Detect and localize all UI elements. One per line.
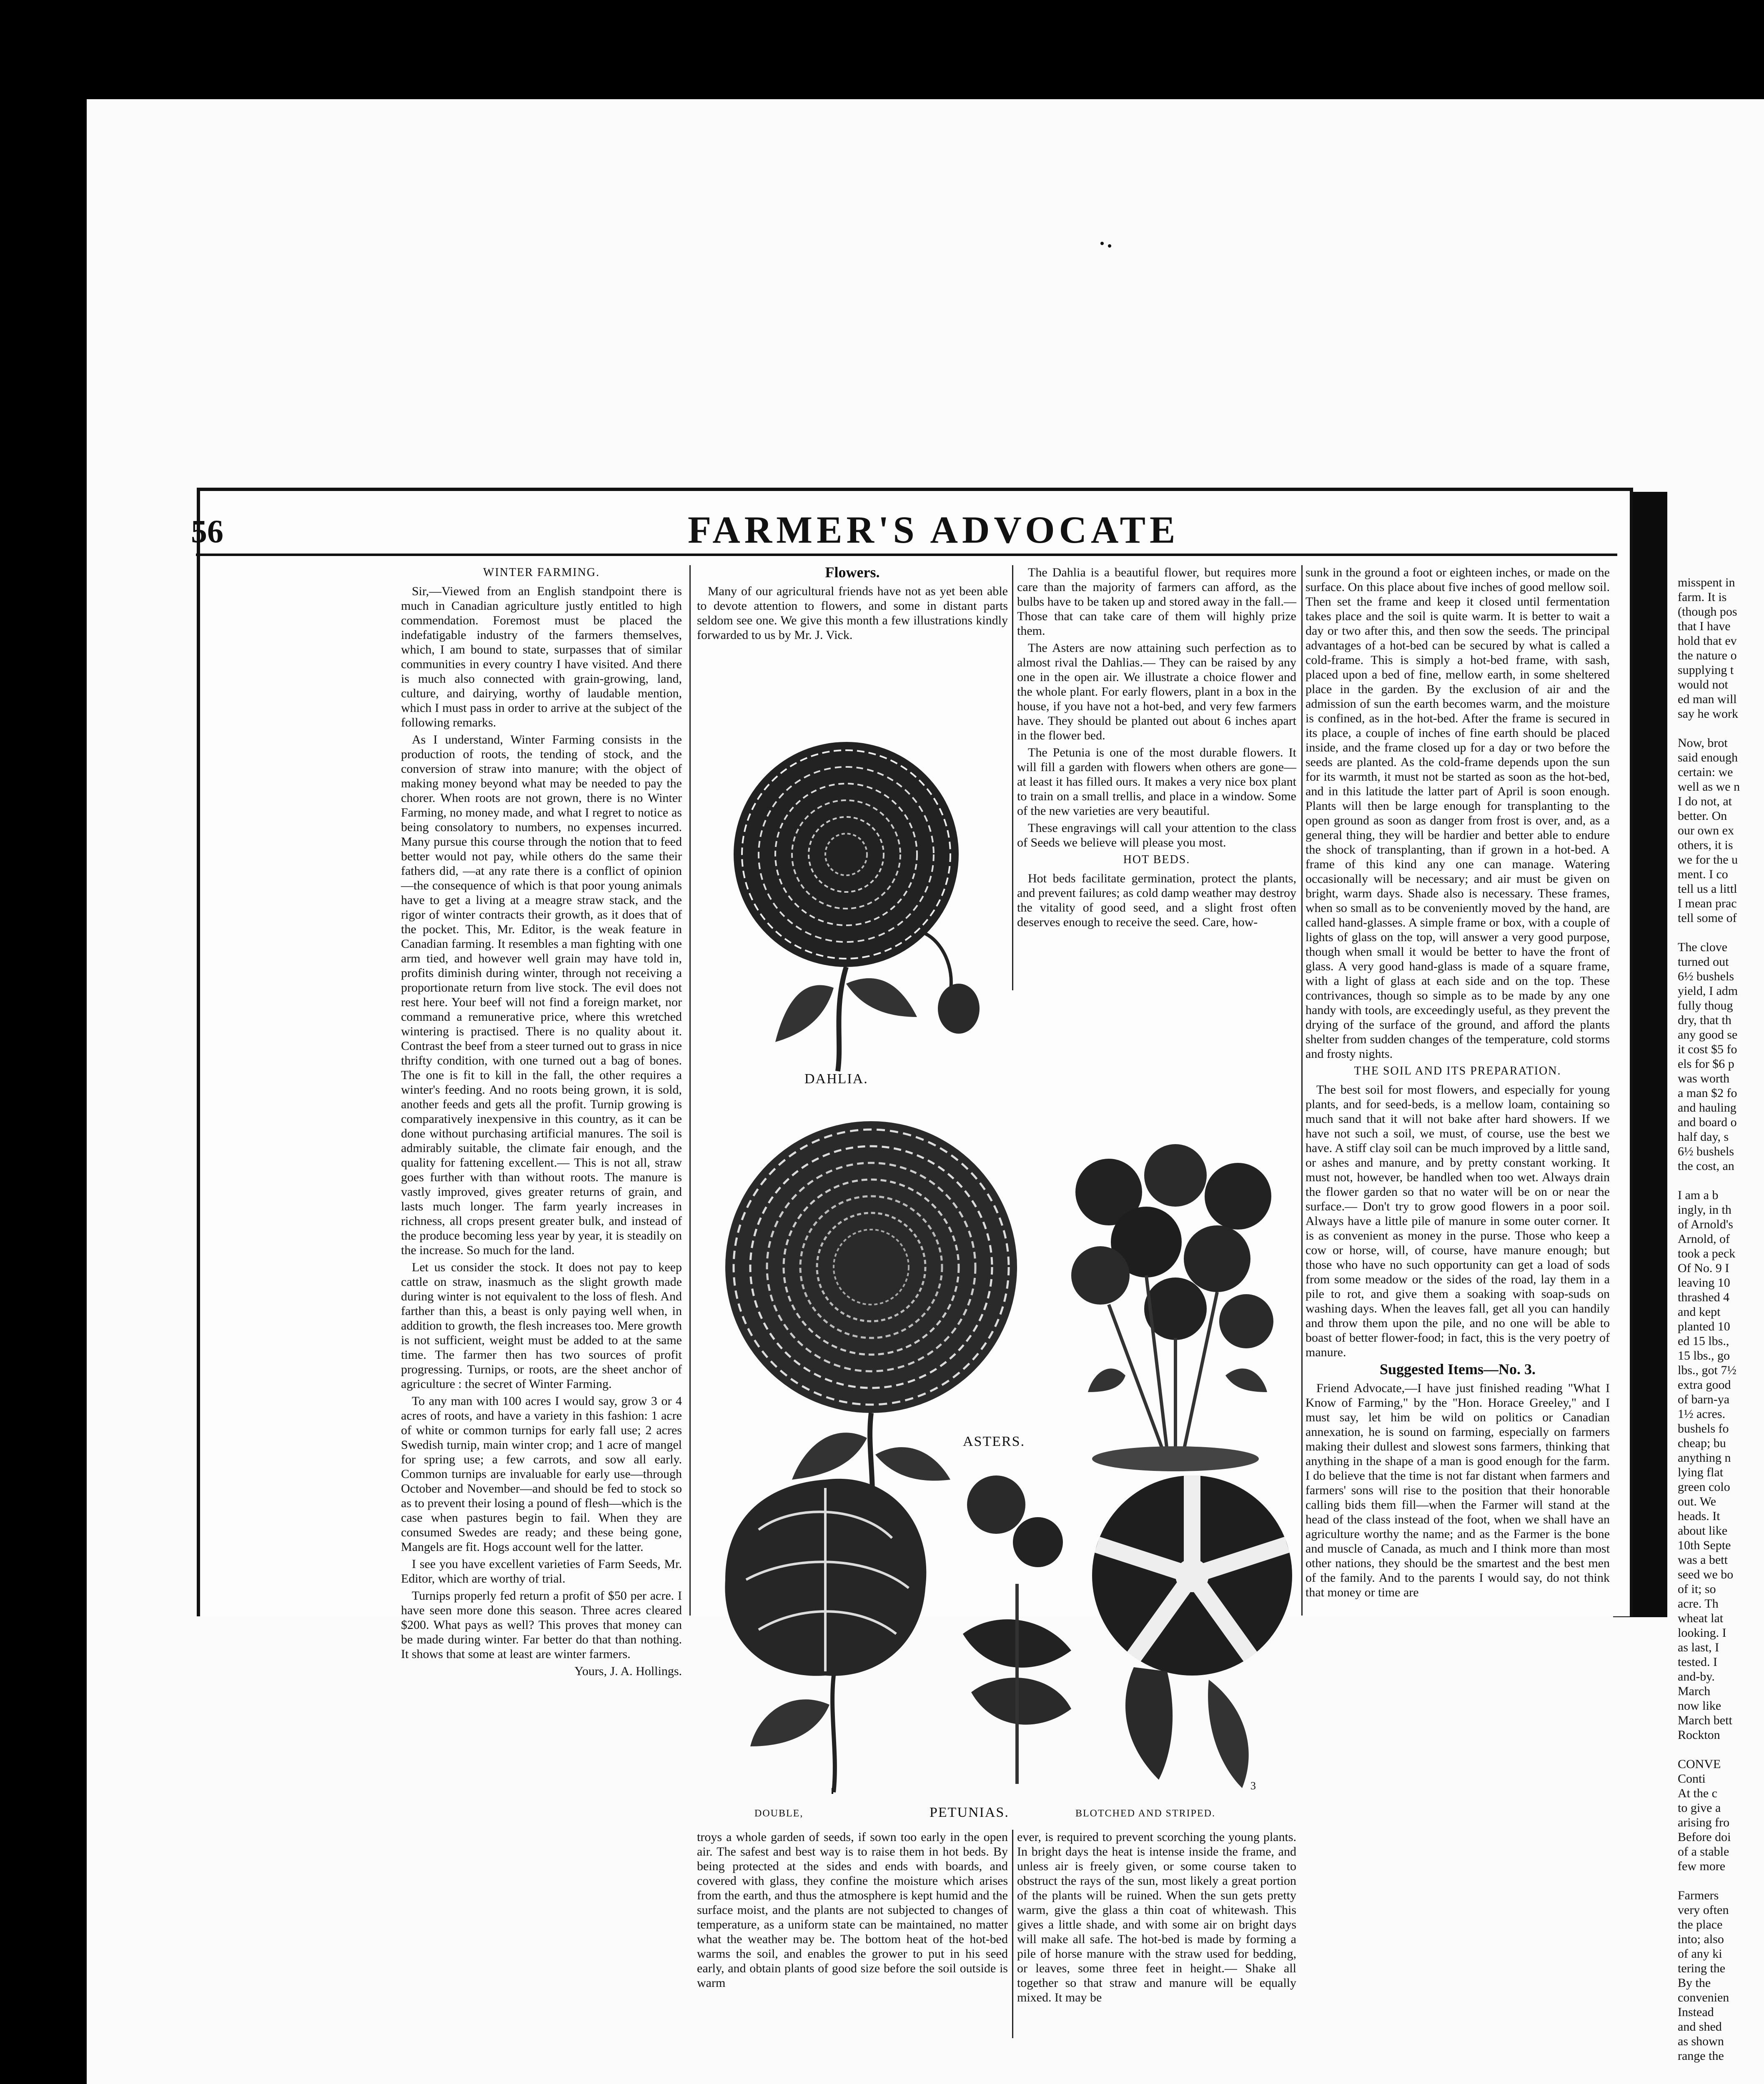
adjacent-page-line: say he work bbox=[1678, 707, 1738, 721]
adjacent-page-line: dry, that th bbox=[1678, 1013, 1731, 1027]
adjacent-page-line: planted 10 bbox=[1678, 1320, 1730, 1333]
adjacent-page-line: and kept bbox=[1678, 1305, 1721, 1319]
adjacent-page-line: half day, s bbox=[1678, 1130, 1729, 1144]
adjacent-page-line bbox=[1678, 721, 1764, 736]
adjacent-page-line: of a stable bbox=[1678, 1845, 1729, 1859]
adjacent-page-line: took a peck bbox=[1678, 1247, 1736, 1260]
column-rule bbox=[1012, 1830, 1013, 2038]
blotched-caption: BLOTCHED AND STRIPED. bbox=[1075, 1808, 1216, 1819]
adjacent-page-line: March bett bbox=[1678, 1713, 1732, 1727]
adjacent-page-line: The clove bbox=[1678, 940, 1728, 954]
figure-number: 3 bbox=[1250, 1780, 1257, 1792]
dahlia-illustration bbox=[709, 717, 1025, 1075]
adjacent-page-line: our own ex bbox=[1678, 824, 1734, 837]
adjacent-page-line: Instead bbox=[1678, 2005, 1714, 2019]
adjacent-page-line: I mean prac bbox=[1678, 897, 1737, 910]
adjacent-page-line: March bbox=[1678, 1684, 1711, 1698]
paragraph: The Dahlia is a beautiful flower, but requires more care than the majority of farmers can afford, as the bulbs have to be taken up and stored away in the fall.— Those that can take care of them will highly prize them. bbox=[1017, 566, 1296, 638]
adjacent-page-line: tell some of bbox=[1678, 911, 1737, 925]
paragraph: The best soil for most flowers, and especially for young plants, and for seed-beds, is a mellow loam, containing so much sand that it will not bake after hard showers. If we have not such a soil, we must, of course, use the best we have. A stiff clay soil can be much improved by a little sand, or ashes and manure, and by pretty constant working. It must not, however, be handled when too wet. Always drain the flower garden so that no water will be on or near the surface.— Don't try to grow good flowers in a poor soil. Always have a little pile of manure in some outer corner. It is as convenient as money in the purse. Those who keep a cow or horse, will, of course, have manure enough; but those who have no such opportunity can get a load of sods from some meadow or the sides of the road, lay them in a pile to rot, and give them a soaking with soap-suds on washing days. When the leaves fall, get all you can handily and throw them upon the pile, and no one will be able to boast of better flower-food; in fact, this is the very poetry of manure. bbox=[1305, 1083, 1610, 1359]
adjacent-page-line: very often bbox=[1678, 1903, 1729, 1917]
adjacent-page-line: tell us a littl bbox=[1678, 882, 1737, 896]
adjacent-page-line: ment. I co bbox=[1678, 867, 1728, 881]
adjacent-page-line: leaving 10 bbox=[1678, 1276, 1730, 1290]
adjacent-page-line: as shown bbox=[1678, 2034, 1724, 2048]
paragraph: The Asters are now attaining such perfection as to almost rival the Dahlias.— They can be raised by any one in the open air. We illustrate a choice flower and the whole plant. For early flowers, plant in a box in the house, if you have not a hot-bed, and very few farmers have. They should be planted out about 6 inches apart in the flower bed. bbox=[1017, 641, 1296, 742]
adjacent-page-line: well as we n bbox=[1678, 780, 1740, 794]
adjacent-page-line: I do not, at bbox=[1678, 794, 1732, 808]
paragraph: To any man with 100 acres I would say, grow 3 or 4 acres of roots, and have a variety in this fashion: 1 acre of white or common turnips for early fall use; 2 acres Swedish turnip, main winter crop; and 1 acre of mangel for spring use; a few carrots, and sow all early. Common turnips are invaluable for early use—through October and November—and should be fed to stock so as to prevent their losing a pound of flesh—which is the case when pastures begin to fail. When they are consumed Swedes are ready; and these being gone, Mangels are fit. Hogs account well for the latter. bbox=[401, 1394, 682, 1554]
adjacent-page-line: misspent in bbox=[1678, 576, 1735, 589]
adjacent-page-line: fully thoug bbox=[1678, 999, 1733, 1012]
adjacent-page-line: acre. Th bbox=[1678, 1597, 1719, 1611]
adjacent-page-line: seed we bo bbox=[1678, 1568, 1734, 1581]
adjacent-page-line: range the bbox=[1678, 2049, 1724, 2063]
double-caption: DOUBLE, bbox=[754, 1808, 804, 1819]
adjacent-page-line: and-by. bbox=[1678, 1670, 1715, 1683]
adjacent-page-line: By the bbox=[1678, 1976, 1711, 1990]
adjacent-page-line: would not bbox=[1678, 678, 1728, 691]
adjacent-page-line: Farmers bbox=[1678, 1889, 1719, 1902]
adjacent-page-line: thrashed 4 bbox=[1678, 1290, 1730, 1304]
adjacent-page-line: ed 15 lbs., bbox=[1678, 1334, 1729, 1348]
adjacent-page-line: Of No. 9 I bbox=[1678, 1261, 1729, 1275]
paragraph: Many of our agricultural friends have not as yet been able to devote attention to flowers, and some in distant parts seldom see one. We give this month a few illustrations kindly forwarded to us by Mr. J. Vick. bbox=[697, 584, 1008, 642]
adjacent-page-line: into; also bbox=[1678, 1932, 1724, 1946]
adjacent-page-line: looking. I bbox=[1678, 1626, 1726, 1640]
adjacent-page-line: 1½ acres. bbox=[1678, 1407, 1726, 1421]
adjacent-page-line: anything n bbox=[1678, 1451, 1731, 1465]
adjacent-page-line: CONVE bbox=[1678, 1757, 1721, 1771]
adjacent-page-line: any good se bbox=[1678, 1028, 1738, 1042]
adjacent-page-line: was worth bbox=[1678, 1072, 1730, 1085]
adjacent-page-line: and board o bbox=[1678, 1115, 1737, 1129]
article-title: WINTER FARMING. bbox=[483, 566, 600, 579]
column-flowers-text bbox=[1017, 565, 1296, 1024]
adjacent-page-line bbox=[1678, 1874, 1764, 1888]
paragraph: Friend Advocate,—I have just finished reading "What I Know of Farming," by the "Hon. Horace Greeley," and I must say, let him be wild on politics or Canadian annexation, he is sound on farming, especially on farmers making their dullest and slowest sons farmers, thinking that anything in the shape of a man is good enough for the farm. I do believe that the time is not far distant when farmers and farmers' sons will rise to the position that their honorable calling bids them fill—when the Farmer will stand at the head of the class instead of the foot, when we shall have an agriculture worthy the name; and as the Farmer is the bone and muscle of Canada, as much and I think more than most other nations, they should be the smartest and the best men of the family. And to the parents I would say, do not think that money or time are bbox=[1305, 1381, 1610, 1599]
page-number: 56 bbox=[191, 513, 223, 549]
paragraph: ever, is required to prevent scorching the young plants. In bright days the heat is intense inside the frame, and unless air is freely given, or some course taken to obstruct the rays of the sun, most likely a great portion of the plants will be ruined. When the sun gets pretty warm, give the glass a thin coat of whitewash. This gives a little shade, and with some air on bright days will make all safe. The hot-bed is made by forming a pile of horse manure with the straw used for bedding, or leaves, some three feet in height.— Shake all together so that straw and manure will be equally mixed. It may be bbox=[1017, 1830, 1296, 2004]
adjacent-page-line: that I have bbox=[1678, 619, 1731, 633]
adjacent-page-line: the place bbox=[1678, 1918, 1723, 1931]
adjacent-page-line: others, it is bbox=[1678, 838, 1733, 852]
adjacent-page-line: tested. I bbox=[1678, 1655, 1717, 1669]
adjacent-page-line: and hauling bbox=[1678, 1101, 1736, 1115]
adjacent-page-line: Conti bbox=[1678, 1772, 1706, 1786]
adjacent-page-line: extra good bbox=[1678, 1378, 1731, 1392]
asters-caption: ASTERS. bbox=[963, 1434, 1025, 1449]
paragraph: The Petunia is one of the most durable flowers. It will fill a garden with flowers when others are gone—at least it has filled ours. It makes a very nice box plant to train on a small trellis, and place in a window. Some of the new varieties are very beautiful. bbox=[1017, 746, 1296, 818]
adjacent-page-line bbox=[1678, 1742, 1764, 1757]
column-rule bbox=[1301, 565, 1303, 1616]
scan-speck bbox=[1108, 244, 1111, 248]
adjacent-page-line: it cost $5 fo bbox=[1678, 1042, 1737, 1056]
adjacent-page-line: said enough bbox=[1678, 751, 1738, 764]
adjacent-page-line: 6½ bushels bbox=[1678, 1145, 1734, 1158]
paragraph: As I understand, Winter Farming consists in the production of roots, the tending of stock, and the conversion of straw into manure; with the object of making money beyond what may be needed to pay the chorer. When roots are not grown, there is no Winter Farming, no money made, and what I regret to notice as being consolatory to numbers, no expenses incurred. Many pursue this course through the notion that to feed better would not pay, while others do the same their fathers did, —at any rate there is a conflict of opinion —the consequence of which is that poor young animals have to get a living at a meagre straw stack, and the rigor of winter contracts their growth, as it does that of the pocket. This, Mr. Editor, is the weak feature in Canadian farming. It resembles a man fighting with one arm tied, and however well grain may have told in, profits diminish during winter, through not receiving a proportionate return from live stock. The evil does not rest here. Your beef will not find a foreign market, nor command a remunerative price, where this wretched wintering is practised. There is no quality about it. Contrast the beef from a steer turned out to grass in nice thrifty condition, with one turned out a bag of bones. The one is fit to kill in the fall, the other requires a winter's feeding. And no roots being grown, it is sold, another feeds and gets all the profit. Turnip growing is comparatively inexpensive in this country, as it can be done without purchasing artificial manures. The soil is admirably suitable, the climate fair enough, and the quality for fattening excellent.— This is not all, straw goes further with than without roots. The manure is vastly improved, gives greater returns of grain, and lasts much longer. The farm yearly increases in richness, all crops present greater bulk, and instead of the produce becoming less year by year, it is steadily on the increase. So much for the land. bbox=[401, 733, 682, 1257]
aster-plant-illustration bbox=[1050, 1142, 1300, 1475]
adjacent-page-line bbox=[1678, 925, 1764, 940]
adjacent-page-line: certain: we bbox=[1678, 765, 1733, 779]
adjacent-page-line: Now, brot bbox=[1678, 736, 1728, 750]
adjacent-page-line: convenien bbox=[1678, 1991, 1729, 2004]
petunias-caption: PETUNIAS. bbox=[930, 1805, 1009, 1820]
adjacent-page-line: supplying t bbox=[1678, 663, 1734, 677]
section-heading: THE SOIL AND ITS PREPARATION. bbox=[1354, 1065, 1561, 1077]
adjacent-page-line: arising fro bbox=[1678, 1816, 1730, 1829]
adjacent-page-line: ingly, in th bbox=[1678, 1203, 1731, 1217]
adjacent-page-line: better. On bbox=[1678, 809, 1727, 823]
column-flowers-intro bbox=[697, 565, 1008, 707]
paragraph: I see you have excellent varieties of Farm Seeds, Mr. Editor, which are worthy of trial. bbox=[401, 1557, 682, 1586]
adjacent-page-line: about like bbox=[1678, 1524, 1728, 1538]
adjacent-page-line: and shed bbox=[1678, 2020, 1722, 2034]
adjacent-page-line: 10th Septe bbox=[1678, 1538, 1731, 1552]
adjacent-page-line: was a bett bbox=[1678, 1553, 1728, 1567]
adjacent-page-line: Arnold, of bbox=[1678, 1232, 1730, 1246]
adjacent-page-line: yield, I adm bbox=[1678, 984, 1738, 998]
paragraph: Hot beds facilitate germination, protect the plants, and prevent failures; as cold damp weather may destroy the vitality of good seed, and a slight frost often deserves enough to receive the seed. Care, how- bbox=[1017, 872, 1296, 929]
adjacent-page-line: of any ki bbox=[1678, 1947, 1722, 1961]
adjacent-page-line: the nature o bbox=[1678, 649, 1737, 662]
adjacent-page-line: lbs., got 7½ bbox=[1678, 1363, 1736, 1377]
header-rule bbox=[196, 554, 1617, 556]
adjacent-page-line: few more bbox=[1678, 1859, 1726, 1873]
adjacent-page-text bbox=[1678, 575, 1764, 2063]
article-title: Suggested Items—No. 3. bbox=[1380, 1361, 1536, 1378]
striped-petunia-illustration bbox=[1084, 1471, 1300, 1796]
adjacent-page-line: 6½ bushels bbox=[1678, 969, 1734, 983]
adjacent-page-line: ed man will bbox=[1678, 692, 1737, 706]
paragraph: These engravings will call your attention to the class of Seeds we believe will please you most. bbox=[1017, 821, 1296, 849]
adjacent-page-line: farm. It is bbox=[1678, 590, 1727, 604]
column-rule bbox=[689, 565, 691, 1616]
adjacent-page-line: 15 lbs., go bbox=[1678, 1349, 1730, 1363]
adjacent-page-line: a man $2 fo bbox=[1678, 1086, 1737, 1100]
column-flowers-continued bbox=[697, 1830, 1008, 2038]
adjacent-page-line: (though pos bbox=[1678, 605, 1737, 619]
adjacent-page-line: now like bbox=[1678, 1699, 1721, 1713]
dahlia-caption: DAHLIA. bbox=[804, 1071, 868, 1087]
paragraph: Let us consider the stock. It does not pay to keep cattle on straw, inasmuch as the slight growth made during winter is not equivalent to the loss of flesh. And farther than this, a beast is only paying well when, in addition to growth, the flesh increases too. Mere growth is not sufficient, weight must be added to at the same time. The farmer then has two sources of profit progressing. Turnips, or roots, are the sheet anchor of agriculture : the secret of Winter Farming. bbox=[401, 1260, 682, 1391]
adjacent-page-line: cheap; bu bbox=[1678, 1436, 1726, 1450]
petunia-sprig-illustration bbox=[946, 1459, 1084, 1792]
adjacent-page-line: turned out bbox=[1678, 955, 1729, 969]
column-soil-preparation bbox=[1305, 565, 1610, 1620]
adjacent-page-line: as last, I bbox=[1678, 1641, 1719, 1654]
adjacent-page-line: I am a b bbox=[1678, 1188, 1719, 1202]
adjacent-page-line: the cost, an bbox=[1678, 1159, 1734, 1173]
article-title: Flowers. bbox=[825, 564, 880, 581]
double-petunia-illustration bbox=[709, 1455, 946, 1796]
adjacent-page-line: green colo bbox=[1678, 1480, 1730, 1494]
masthead: FARMER'S ADVOCATE bbox=[688, 508, 1180, 551]
column-hot-beds-continued bbox=[1017, 1830, 1296, 2038]
paragraph: Sir,—Viewed from an English standpoint there is much in Canadian agriculture justly entitled to high commendation. Foremost must be placed the indefatigable industry of the farmers themselves, which, I am bound to state, surpasses that of similar communities in every country I have visited. And there is much also connected with grain-growing, land, culture, and dairying, worthy of laudable mention, which I must pass in order to arrive at the subject of the following remarks. bbox=[401, 584, 682, 729]
adjacent-page-line: wheat lat bbox=[1678, 1611, 1724, 1625]
adjacent-page-line: heads. It bbox=[1678, 1509, 1720, 1523]
adjacent-page-line: Rockton bbox=[1678, 1728, 1720, 1742]
adjacent-page-line: bushels fo bbox=[1678, 1422, 1729, 1435]
adjacent-page-line: At the c bbox=[1678, 1786, 1717, 1800]
paragraph: Turnips properly fed return a profit of $50 per acre. I have seen more done this season. Three acres cleared $200. What pays as well? This proves that money can be made during winter. Far better do that than nothing. It shows that some at least are winter farmers. bbox=[401, 1589, 682, 1661]
section-heading: HOT BEDS. bbox=[1123, 853, 1190, 866]
adjacent-page-line: tering the bbox=[1678, 1961, 1726, 1975]
column-winter-farming bbox=[401, 565, 682, 1678]
adjacent-page-line: of barn-ya bbox=[1678, 1393, 1730, 1406]
signature: Yours, J. A. Hollings. bbox=[574, 1664, 682, 1678]
adjacent-page-line: of it; so bbox=[1678, 1582, 1716, 1596]
adjacent-page-line: we for the u bbox=[1678, 853, 1738, 867]
scan-speck bbox=[1100, 242, 1104, 245]
adjacent-page-line: els for $6 p bbox=[1678, 1057, 1734, 1071]
adjacent-page-line: hold that ev bbox=[1678, 634, 1737, 648]
adjacent-page-line: to give a bbox=[1678, 1801, 1721, 1815]
adjacent-page-line: of Arnold's bbox=[1678, 1217, 1733, 1231]
paragraph: troys a whole garden of seeds, if sown too early in the open air. The safest and best way is to raise them in hot beds. By being protected at the sides and ends with boards, and covered with glass, they confine the moisture which arises from the earth, and thus the atmosphere is kept humid and the surface moist, and the plants are not subjected to changes of temperature, as a uniform state can be maintained, no matter what the weather may be. The bottom heat of the hot-bed warms the soil, and enables the grower to put in his seed early, and obtain plants of good size before the soil outside is warm bbox=[697, 1830, 1008, 1990]
paragraph: sunk in the ground a foot or eighteen inches, or made on the surface. On this place about five inches of good mellow soil. Then set the frame and keep it closed until fermentation takes place and the soil is quite warm. It is better to wait a day or two after this, and then sow the seeds. The principal advantages of a hot-bed can be secured by what is called a cold-frame. This is simply a hot-bed frame, with sash, placed upon a bed of fine, mellow earth, in some sheltered place in the garden. By the exclusion of air and the admission of sun the earth becomes warm, and the moisture is confined, as in the hot-bed. After the frame is secured in its place, a couple of inches of fine earth should be placed inside, and the frame closed up for a day or two before the seeds are planted. As the cold-frame depends upon the sun for its warmth, it must not be started as soon as the hot-bed, and in this latitude the latter part of April is soon enough. Plants will then be large enough for transplanting to the open ground as soon as danger from frost is over, and, as a general thing, they will be hardier and better able to endure the shock of transplanting, than if grown in a hot-bed. A frame of this kind any one can manage. Watering occasionally will be necessary; and air must be given on bright, warm days. Shade also is necessary. These frames, when so small as to be conveniently moved by the hand, are called hand-glasses. A simple frame or box, with a couple of lights of glass on the top, will answer a very good purpose, though when small it would be better to have the front of glass. A very good hand-glass is made of a square frame, with a light of glass at each side and on the top. These contrivances, though so simple as to be made by any one handy with tools, are exceedingly useful, as they prevent the drying of the surface of the ground, and afford the plants shelter from sudden changes of the temperature, cold storms and frosty nights. bbox=[1305, 566, 1610, 1061]
adjacent-page-line: out. We bbox=[1678, 1495, 1716, 1508]
adjacent-page-line bbox=[1678, 1173, 1764, 1188]
adjacent-page-line: lying flat bbox=[1678, 1465, 1724, 1479]
adjacent-page-line: Before doi bbox=[1678, 1830, 1731, 1844]
